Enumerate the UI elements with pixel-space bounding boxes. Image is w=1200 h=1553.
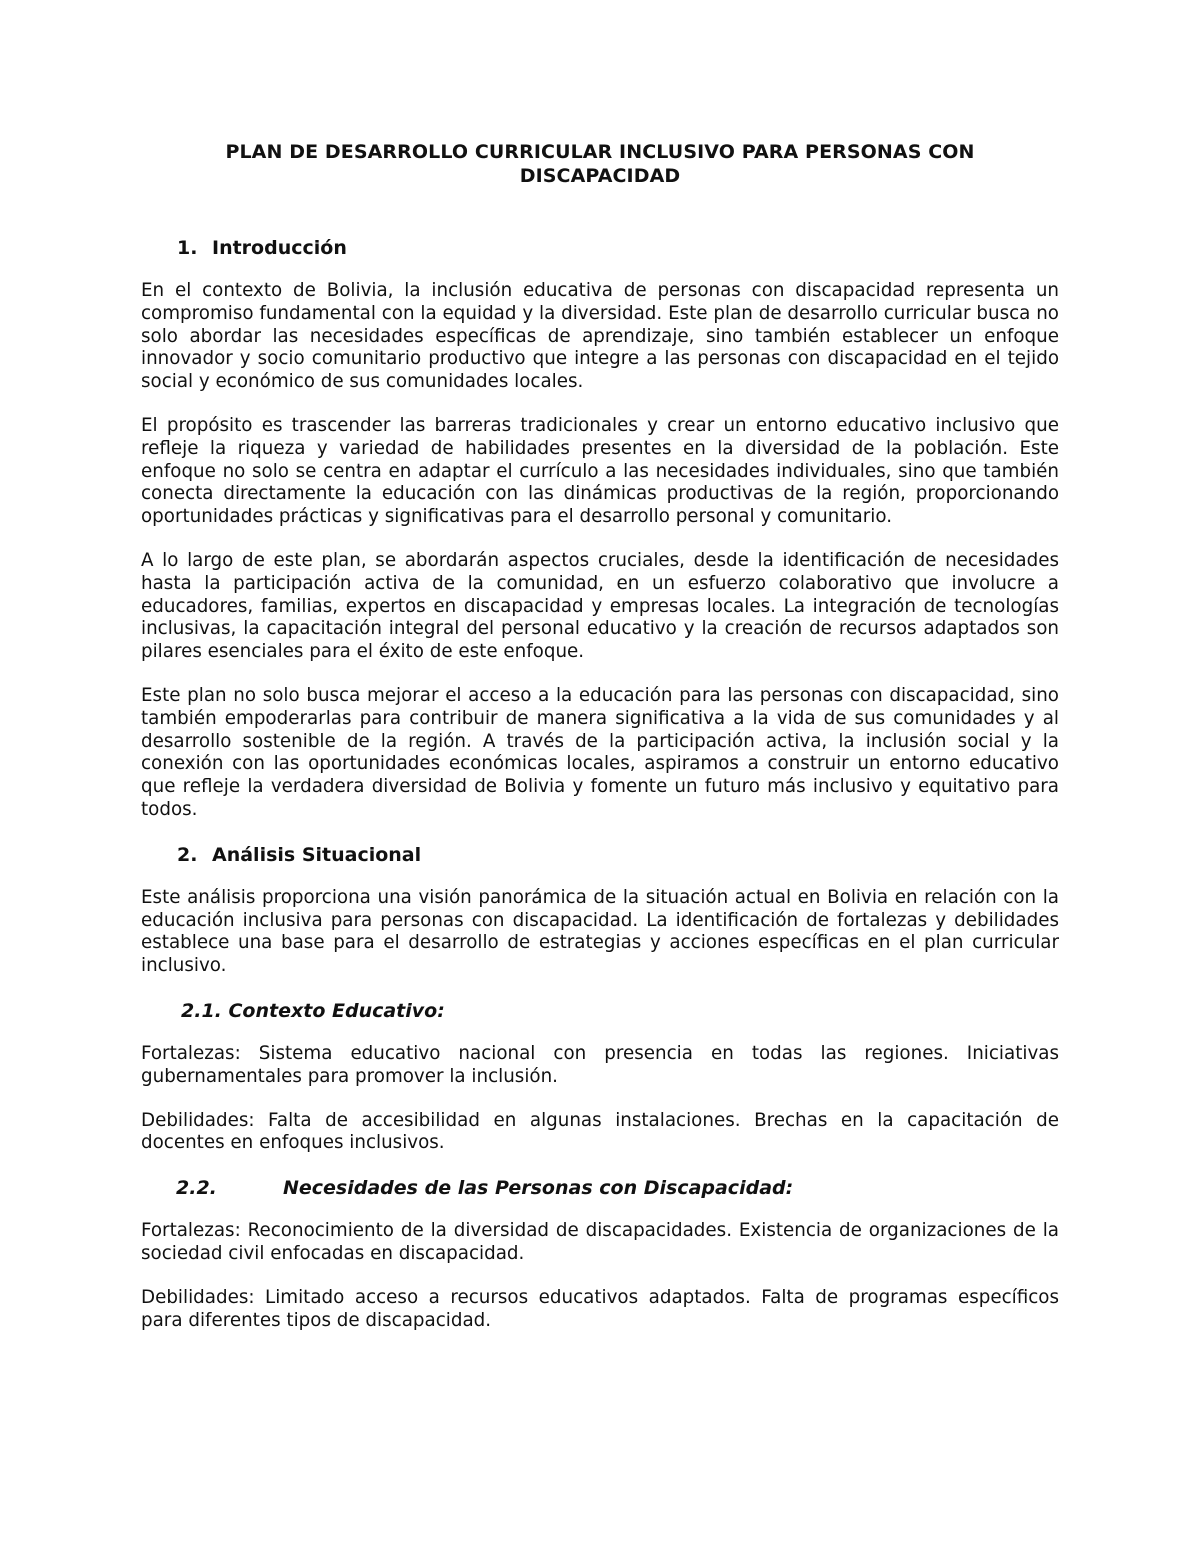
section-2-heading <box>141 843 1059 867</box>
document-title <box>141 140 1059 188</box>
section-2-title: Análisis Situacional <box>212 843 422 866</box>
analysis-intro-paragraph: Este análisis proporciona una visión panorámica de la situación actual en Bolivia en relación con la educación inclusiva para personas con discapacidad. La identificación de fortalezas y debilidades establece una base para el desarrollo de estrategias y acciones específicas en el plan curricular inclusivo. <box>141 886 1059 977</box>
context-strengths-paragraph: Fortalezas: Sistema educativo nacional con presencia en todas las regiones. Iniciativas gubernamentales para promover la inclusión. <box>141 1042 1059 1087</box>
subsection-2-2-heading <box>141 1176 1059 1200</box>
intro-paragraph-1: En el contexto de Bolivia, la inclusión educativa de personas con discapacidad representa un compromiso fundamental con la equidad y la diversidad. Este plan de desarrollo curricular busca no solo abordar las necesidades específicas de aprendizaje, sino también establecer un enfoque innovador y socio comunitario productivo que integre a las personas con discapacidad en el tejido social y económico de sus comunidades locales. <box>141 280 1059 393</box>
subsection-2-1-heading: 2.1. Contexto Educativo: <box>181 999 445 1022</box>
context-weaknesses-paragraph: Debilidades: Falta de accesibilidad en algunas instalaciones. Brechas en la capacitación de docentes en enfoques inclusivos. <box>141 1109 1059 1154</box>
intro-paragraph-3: A lo largo de este plan, se abordarán aspectos cruciales, desde la identificación de necesidades hasta la participación activa de la comunidad, en un esfuerzo colaborativo que involucre a educadores, familias, expertos en discapacidad y empresas locales. La integración de tecnologías inclusivas, la capacitación integral del personal educativo y la creación de recursos adaptados son pilares esenciales para el éxito de este enfoque. <box>141 549 1059 663</box>
subsection-2-2-title: Necesidades de las Personas con Discapacidad: <box>283 1177 794 1200</box>
document-title-line-1: PLAN DE DESARROLLO CURRICULAR INCLUSIVO PARA PERSONAS CON <box>225 141 975 163</box>
section-1-title: Introducción <box>212 237 347 259</box>
document-page <box>141 140 1059 1332</box>
needs-strengths-paragraph: Fortalezas: Reconocimiento de la diversidad de discapacidades. Existencia de organizaciones de la sociedad civil enfocadas en discapacidad. <box>141 1220 1059 1264</box>
document-title-line-2: DISCAPACIDAD <box>519 165 681 187</box>
section-1-heading <box>141 236 1059 260</box>
intro-paragraph-2: El propósito es trascender las barreras tradicionales y crear un entorno educativo inclusivo que refleje la riqueza y variedad de habilidades presentes en la diversidad de la población. Este enfoque no solo se centra en adaptar el currículo a las necesidades individuales, sino que también conecta directamente la educación con las dinámicas productivas de la región, proporcionando oportunidades prácticas y significativas para el desarrollo personal y comunitario. <box>141 414 1059 528</box>
subsection-2-2-number: 2.2. <box>176 1177 217 1200</box>
section-1-number: 1. <box>177 237 198 259</box>
section-2-number: 2. <box>177 843 198 866</box>
needs-weaknesses-paragraph: Debilidades: Limitado acceso a recursos educativos adaptados. Falta de programas específicos para diferentes tipos de discapacidad. <box>141 1286 1059 1331</box>
intro-paragraph-4: Este plan no solo busca mejorar el acceso a la educación para las personas con discapacidad, sino también empoderarlas para contribuir de manera significativa a la vida de sus comunidades y al desarrollo sostenible de la región. A través de la participación activa, la inclusión social y la conexión con las oportunidades económicas locales, aspiramos a construir un entorno educativo que refleje la verdadera diversidad de Bolivia y fomente un futuro más inclusivo y equitativo para todos. <box>141 684 1059 820</box>
